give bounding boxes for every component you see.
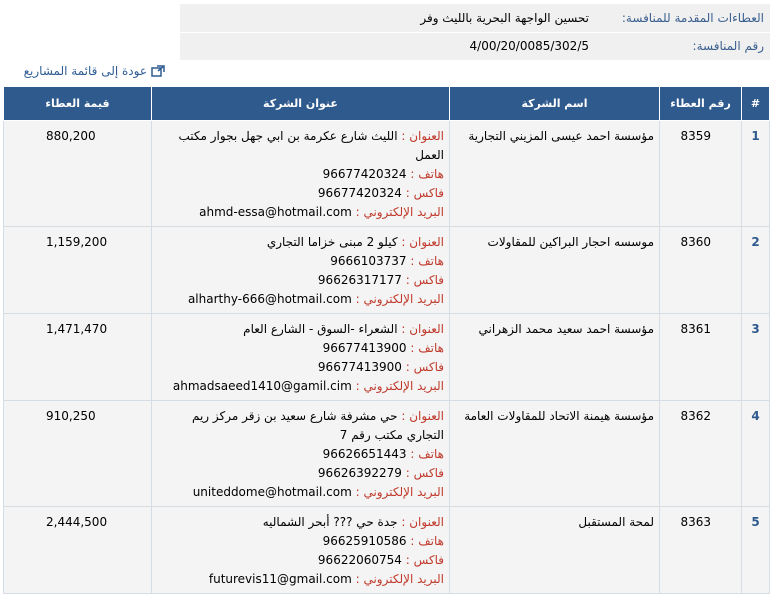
row-company-name: مؤسسة احمد عيسى المزيني التجارية bbox=[450, 121, 660, 227]
email-label: البريد الإلكتروني : bbox=[355, 572, 444, 586]
phone-label: هاتف : bbox=[410, 341, 444, 355]
fax-label: فاكس : bbox=[405, 273, 444, 287]
phone-value: 96625910586 bbox=[322, 534, 407, 548]
row-offer-value: 1,159,200 bbox=[4, 227, 152, 314]
phone-label: هاتف : bbox=[410, 254, 444, 268]
address-value: جدة حي ??? أبحر الشماليه bbox=[262, 515, 398, 529]
col-address: عنوان الشركة bbox=[152, 87, 450, 121]
email-label: البريد الإلكتروني : bbox=[355, 292, 444, 306]
address-label: العنوان : bbox=[401, 409, 444, 423]
col-company: اسم الشركة bbox=[450, 87, 660, 121]
address-value: حي مشرفة شارع سعيد بن زقر مركز ريم التجاري مكتب رقم 7 bbox=[191, 409, 444, 442]
row-offer-value: 2,444,500 bbox=[4, 507, 152, 594]
fax-value: 96626317177 bbox=[317, 273, 402, 287]
table-row bbox=[4, 227, 770, 314]
row-company-name: موسسه احجار البراكين للمقاولات bbox=[450, 227, 660, 314]
row-company-address bbox=[152, 227, 450, 314]
row-company-name: لمحة المستقبل bbox=[450, 507, 660, 594]
phone-label: هاتف : bbox=[410, 534, 444, 548]
fax-label: فاكس : bbox=[405, 466, 444, 480]
phone-value: 96626651443 bbox=[322, 447, 407, 461]
row-offer-no: 8363 bbox=[660, 507, 742, 594]
address-label: العنوان : bbox=[401, 235, 444, 249]
row-offer-value: 1,471,470 bbox=[4, 314, 152, 401]
address-label: العنوان : bbox=[401, 129, 444, 143]
row-index: 1 bbox=[742, 121, 770, 227]
table-row bbox=[4, 121, 770, 227]
row-index: 4 bbox=[742, 401, 770, 507]
row-company-address bbox=[152, 121, 450, 227]
address-label: العنوان : bbox=[401, 515, 444, 529]
address-value: الليث شارع عكرمة بن ابي جهل بجوار مكتب العمل bbox=[178, 129, 444, 162]
address-label: العنوان : bbox=[401, 322, 444, 336]
row-company-name: مؤسسة هيمنة الاتحاد للمقاولات العامة bbox=[450, 401, 660, 507]
row-offer-no: 8360 bbox=[660, 227, 742, 314]
fax-label: فاكس : bbox=[405, 186, 444, 200]
row-index: 2 bbox=[742, 227, 770, 314]
email-label: البريد الإلكتروني : bbox=[355, 485, 444, 499]
row-offer-no: 8359 bbox=[660, 121, 742, 227]
address-value: كيلو 2 مبنى خزاما التجاري bbox=[266, 235, 398, 249]
row-index: 5 bbox=[742, 507, 770, 594]
back-link-label: عودة إلى قائمة المشاريع bbox=[23, 64, 147, 78]
row-offer-no: 8361 bbox=[660, 314, 742, 401]
row-company-address bbox=[152, 507, 450, 594]
offers-label: العطاءات المقدمة للمنافسة: bbox=[595, 4, 770, 32]
table-row bbox=[4, 401, 770, 507]
row-company-address bbox=[152, 401, 450, 507]
fax-value: 96626392279 bbox=[317, 466, 402, 480]
col-index: # bbox=[742, 87, 770, 121]
col-value: قيمة العطاء bbox=[4, 87, 152, 121]
offers-value: تحسين الواجهة البحرية بالليث وفر bbox=[180, 4, 595, 32]
table-header bbox=[4, 87, 770, 121]
row-company-name: مؤسسة احمد سعيد محمد الزهراني bbox=[450, 314, 660, 401]
email-value: ahmadsaeed1410@gamil.cim bbox=[172, 379, 352, 393]
fax-label: فاكس : bbox=[405, 360, 444, 374]
fax-value: 96677413900 bbox=[317, 360, 402, 374]
row-offer-no: 8362 bbox=[660, 401, 742, 507]
back-to-projects-link[interactable] bbox=[24, 64, 165, 78]
address-value: الشعراء -السوق - الشارع العام bbox=[243, 322, 398, 336]
email-value: ahmd-essa@hotmail.com bbox=[199, 205, 352, 219]
tender-number-label: رقم المنافسة: bbox=[595, 32, 770, 60]
table-row bbox=[4, 314, 770, 401]
fax-value: 96677420324 bbox=[317, 186, 402, 200]
tender-number-value: 4/00/20/0085/302/5 bbox=[180, 32, 595, 60]
row-offer-value: 910,250 bbox=[4, 401, 152, 507]
tender-info-table bbox=[4, 4, 770, 61]
email-label: البريد الإلكتروني : bbox=[355, 379, 444, 393]
phone-value: 96677420324 bbox=[322, 167, 407, 181]
email-value: futurevis11@gmail.com bbox=[208, 572, 352, 586]
offers-table bbox=[3, 86, 770, 594]
table-row bbox=[4, 507, 770, 594]
email-label: البريد الإلكتروني : bbox=[355, 205, 444, 219]
email-value: alharthy-666@hotmail.com bbox=[187, 292, 352, 306]
phone-value: 96677413900 bbox=[322, 341, 407, 355]
phone-value: 9666103737 bbox=[330, 254, 407, 268]
phone-label: هاتف : bbox=[410, 447, 444, 461]
fax-label: فاكس : bbox=[405, 553, 444, 567]
fax-value: 96622060754 bbox=[317, 553, 402, 567]
row-offer-value: 880,200 bbox=[4, 121, 152, 227]
row-company-address bbox=[152, 314, 450, 401]
phone-label: هاتف : bbox=[410, 167, 444, 181]
back-arrow-icon bbox=[151, 65, 165, 77]
email-value: uniteddome@hotmail.com bbox=[192, 485, 352, 499]
col-offer-no: رقم العطاء bbox=[660, 87, 742, 121]
row-index: 3 bbox=[742, 314, 770, 401]
